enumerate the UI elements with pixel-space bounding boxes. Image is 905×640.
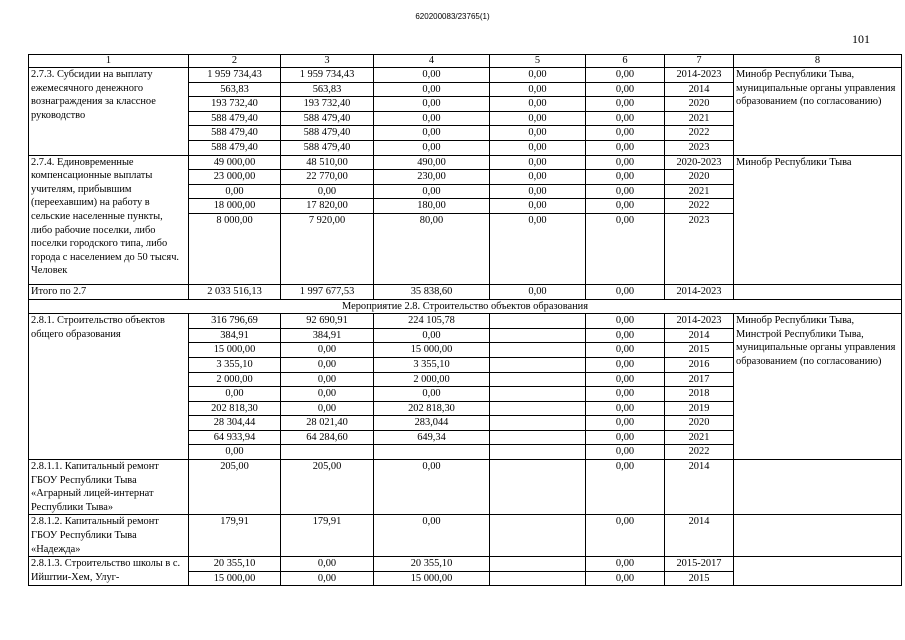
value-cell: 230,00 — [374, 170, 490, 185]
value-cell: 0,00 — [374, 140, 490, 155]
value-cell: 20 355,10 — [189, 557, 281, 572]
value-cell: 193 732,40 — [281, 97, 374, 112]
document-id: 620200083/23765(1) — [415, 12, 490, 21]
table-row — [29, 460, 902, 515]
value-cell: 0,00 — [586, 430, 665, 445]
value-cell — [490, 430, 586, 445]
value-cell: 0,00 — [586, 328, 665, 343]
value-cell: 2020 — [665, 97, 734, 112]
value-cell: 2017 — [665, 372, 734, 387]
measure-title: 2.8.1.2. Капитальный ремонт ГБОУ Республики Тыва «Надежда» — [29, 515, 189, 557]
value-cell — [490, 343, 586, 358]
table-row — [29, 557, 902, 572]
measure-title: 2.8.1.1. Капитальный ремонт ГБОУ Республики Тыва «Аграрный лицей-интернат Республики Тыва» — [29, 460, 189, 515]
value-cell: 2014-2023 — [665, 284, 734, 299]
value-cell: 0,00 — [490, 199, 586, 214]
value-cell: 0,00 — [490, 284, 586, 299]
value-cell: 0,00 — [281, 184, 374, 199]
value-cell: 2021 — [665, 111, 734, 126]
value-cell — [490, 357, 586, 372]
value-cell: 2014-2023 — [665, 314, 734, 329]
value-cell: 0,00 — [586, 68, 665, 83]
value-cell: 224 105,78 — [374, 314, 490, 329]
column-header: 1 — [29, 55, 189, 68]
value-cell: 205,00 — [281, 460, 374, 515]
value-cell: 0,00 — [281, 343, 374, 358]
measure-title: 2.8.1. Строительство объектов общего образования — [29, 314, 189, 460]
value-cell: 0,00 — [374, 460, 490, 515]
value-cell: 0,00 — [374, 515, 490, 557]
value-cell: 2014 — [665, 515, 734, 557]
value-cell: 0,00 — [586, 314, 665, 329]
column-header: 6 — [586, 55, 665, 68]
value-cell: 179,91 — [189, 515, 281, 557]
value-cell: 0,00 — [586, 155, 665, 170]
value-cell: 0,00 — [586, 557, 665, 572]
column-header: 4 — [374, 55, 490, 68]
value-cell: 0,00 — [281, 557, 374, 572]
value-cell: 205,00 — [189, 460, 281, 515]
value-cell: 2019 — [665, 401, 734, 416]
value-cell: 17 820,00 — [281, 199, 374, 214]
column-header: 7 — [665, 55, 734, 68]
value-cell — [490, 515, 586, 557]
value-cell: 180,00 — [374, 199, 490, 214]
value-cell: 15 000,00 — [374, 571, 490, 586]
column-header: 3 — [281, 55, 374, 68]
total-label: Итого по 2.7 — [29, 284, 189, 299]
value-cell: 2014 — [665, 328, 734, 343]
executor-cell — [734, 284, 902, 299]
section-title: Мероприятие 2.8. Строительство объектов образования — [29, 299, 902, 314]
value-cell: 0,00 — [189, 387, 281, 402]
value-cell: 0,00 — [490, 82, 586, 97]
executor-cell — [734, 557, 902, 586]
value-cell: 0,00 — [586, 515, 665, 557]
value-cell: 2022 — [665, 126, 734, 141]
value-cell: 49 000,00 — [189, 155, 281, 170]
value-cell: 0,00 — [586, 82, 665, 97]
value-cell: 92 690,91 — [281, 314, 374, 329]
value-cell: 588 479,40 — [189, 126, 281, 141]
value-cell: 15 000,00 — [374, 343, 490, 358]
executor-cell: Минобр Республики Тыва, муниципальные органы управления образованием (по согласованию) — [734, 68, 902, 156]
value-cell: 2020-2023 — [665, 155, 734, 170]
value-cell: 0,00 — [586, 416, 665, 431]
value-cell: 0,00 — [490, 213, 586, 284]
value-cell: 179,91 — [281, 515, 374, 557]
value-cell: 2 000,00 — [374, 372, 490, 387]
value-cell: 2021 — [665, 184, 734, 199]
value-cell — [490, 387, 586, 402]
value-cell: 563,83 — [189, 82, 281, 97]
value-cell: 3 355,10 — [374, 357, 490, 372]
value-cell: 0,00 — [490, 140, 586, 155]
value-cell: 80,00 — [374, 213, 490, 284]
value-cell: 0,00 — [281, 372, 374, 387]
value-cell: 2 000,00 — [189, 372, 281, 387]
value-cell: 15 000,00 — [189, 571, 281, 586]
executor-cell: Минобр Республики Тыва — [734, 155, 902, 284]
value-cell: 0,00 — [189, 445, 281, 460]
value-cell: 23 000,00 — [189, 170, 281, 185]
value-cell: 0,00 — [374, 97, 490, 112]
value-cell: 2014 — [665, 460, 734, 515]
measure-title: 2.7.3. Субсидии на выплату ежемесячного денежного вознаграждения за классное руководство — [29, 68, 189, 156]
value-cell: 0,00 — [586, 460, 665, 515]
value-cell: 0,00 — [586, 170, 665, 185]
value-cell — [281, 445, 374, 460]
value-cell: 588 479,40 — [189, 140, 281, 155]
value-cell: 7 920,00 — [281, 213, 374, 284]
measure-title: 2.7.4. Единовременные компенсационные выплаты учителям, прибывшим (переехавшим) на работу в сельские населенные пункты, либо рабочие поселки, либо поселки городского типа, либо города с населением до 50 тысяч. Человек — [29, 155, 189, 284]
value-cell — [490, 460, 586, 515]
value-cell: 0,00 — [281, 401, 374, 416]
value-cell: 0,00 — [374, 328, 490, 343]
value-cell: 2022 — [665, 199, 734, 214]
value-cell: 15 000,00 — [189, 343, 281, 358]
value-cell: 649,34 — [374, 430, 490, 445]
column-header: 8 — [734, 55, 902, 68]
executor-cell — [734, 515, 902, 557]
value-cell: 0,00 — [490, 111, 586, 126]
value-cell — [490, 314, 586, 329]
value-cell: 2020 — [665, 170, 734, 185]
value-cell — [490, 401, 586, 416]
header-row — [29, 55, 902, 68]
value-cell: 0,00 — [586, 357, 665, 372]
value-cell: 0,00 — [586, 571, 665, 586]
value-cell: 1 959 734,43 — [189, 68, 281, 83]
value-cell — [490, 372, 586, 387]
value-cell: 0,00 — [374, 126, 490, 141]
value-cell — [490, 557, 586, 572]
value-cell: 0,00 — [490, 68, 586, 83]
measure-title: 2.8.1.3. Строительство школы в с. Ийштии-Хем, Улуг- — [29, 557, 189, 586]
value-cell: 48 510,00 — [281, 155, 374, 170]
table-row — [29, 314, 902, 329]
value-cell: 0,00 — [586, 199, 665, 214]
value-cell: 0,00 — [586, 387, 665, 402]
section-row — [29, 299, 902, 314]
value-cell: 0,00 — [586, 140, 665, 155]
value-cell: 0,00 — [586, 343, 665, 358]
value-cell: 588 479,40 — [189, 111, 281, 126]
value-cell: 384,91 — [189, 328, 281, 343]
value-cell: 0,00 — [374, 184, 490, 199]
value-cell: 28 304,44 — [189, 416, 281, 431]
value-cell: 0,00 — [490, 170, 586, 185]
value-cell: 22 770,00 — [281, 170, 374, 185]
value-cell: 588 479,40 — [281, 111, 374, 126]
value-cell: 20 355,10 — [374, 557, 490, 572]
value-cell: 0,00 — [586, 126, 665, 141]
value-cell: 0,00 — [374, 387, 490, 402]
value-cell: 563,83 — [281, 82, 374, 97]
value-cell: 2015-2017 — [665, 557, 734, 572]
table-row — [29, 515, 902, 557]
value-cell: 0,00 — [586, 111, 665, 126]
value-cell: 8 000,00 — [189, 213, 281, 284]
value-cell: 1 997 677,53 — [281, 284, 374, 299]
column-header: 5 — [490, 55, 586, 68]
value-cell: 0,00 — [490, 97, 586, 112]
value-cell: 588 479,40 — [281, 140, 374, 155]
total-row — [29, 284, 902, 299]
value-cell: 0,00 — [281, 357, 374, 372]
value-cell: 0,00 — [281, 571, 374, 586]
table-row — [29, 155, 902, 170]
value-cell: 28 021,40 — [281, 416, 374, 431]
executor-cell: Минобр Республики Тыва, Минстрой Республики Тыва, муниципальные органы управления образованием (по согласованию) — [734, 314, 902, 460]
value-cell: 283,044 — [374, 416, 490, 431]
column-header: 2 — [189, 55, 281, 68]
value-cell: 0,00 — [374, 111, 490, 126]
value-cell: 193 732,40 — [189, 97, 281, 112]
value-cell: 2018 — [665, 387, 734, 402]
value-cell — [490, 571, 586, 586]
value-cell: 588 479,40 — [281, 126, 374, 141]
value-cell: 384,91 — [281, 328, 374, 343]
value-cell: 0,00 — [374, 68, 490, 83]
value-cell: 0,00 — [586, 97, 665, 112]
value-cell: 0,00 — [586, 401, 665, 416]
value-cell: 2021 — [665, 430, 734, 445]
value-cell: 3 355,10 — [189, 357, 281, 372]
value-cell — [490, 416, 586, 431]
value-cell: 0,00 — [586, 445, 665, 460]
value-cell: 64 284,60 — [281, 430, 374, 445]
executor-cell — [734, 460, 902, 515]
value-cell — [374, 445, 490, 460]
budget-table — [28, 54, 902, 586]
value-cell: 202 818,30 — [189, 401, 281, 416]
table-row — [29, 68, 902, 83]
value-cell: 2020 — [665, 416, 734, 431]
value-cell: 2 033 516,13 — [189, 284, 281, 299]
value-cell: 18 000,00 — [189, 199, 281, 214]
value-cell: 2023 — [665, 140, 734, 155]
value-cell — [490, 328, 586, 343]
value-cell: 0,00 — [586, 213, 665, 284]
value-cell: 0,00 — [586, 184, 665, 199]
value-cell: 2015 — [665, 571, 734, 586]
value-cell: 0,00 — [281, 387, 374, 402]
value-cell: 0,00 — [490, 155, 586, 170]
value-cell: 1 959 734,43 — [281, 68, 374, 83]
value-cell: 64 933,94 — [189, 430, 281, 445]
value-cell: 2016 — [665, 357, 734, 372]
value-cell: 2022 — [665, 445, 734, 460]
value-cell — [490, 445, 586, 460]
value-cell: 490,00 — [374, 155, 490, 170]
value-cell: 2014 — [665, 82, 734, 97]
value-cell: 2015 — [665, 343, 734, 358]
value-cell: 0,00 — [490, 184, 586, 199]
value-cell: 316 796,69 — [189, 314, 281, 329]
value-cell: 0,00 — [374, 82, 490, 97]
value-cell: 0,00 — [586, 372, 665, 387]
value-cell: 35 838,60 — [374, 284, 490, 299]
value-cell: 0,00 — [586, 284, 665, 299]
value-cell: 0,00 — [189, 184, 281, 199]
page-number: 101 — [852, 32, 870, 46]
value-cell: 2014-2023 — [665, 68, 734, 83]
value-cell: 2023 — [665, 213, 734, 284]
value-cell: 202 818,30 — [374, 401, 490, 416]
value-cell: 0,00 — [490, 126, 586, 141]
